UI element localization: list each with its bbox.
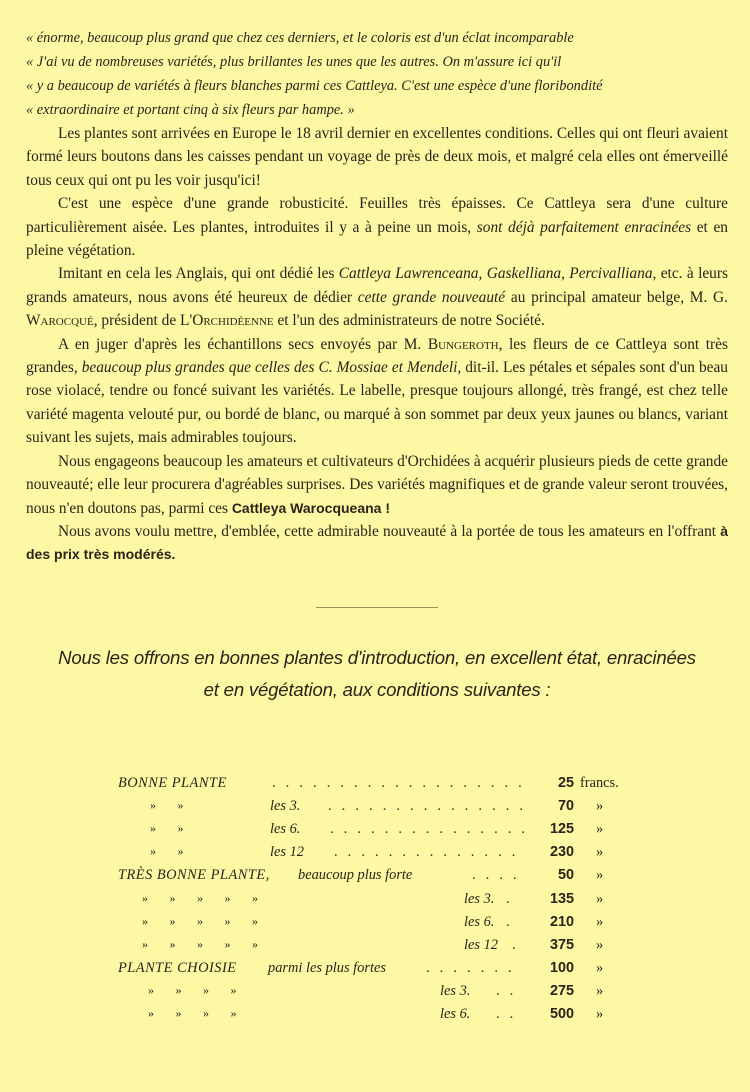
leader-dots: . . (496, 1006, 514, 1022)
price-row-label: » » » » » (142, 936, 259, 951)
text-run-smallcaps: Bungeroth (427, 335, 499, 353)
price-value: 375 (549, 936, 574, 953)
text-run: etc. à leurs grands amateurs, nous avons été heureux de dédier (26, 265, 728, 306)
text-run: , les fleurs de ce Cattleya sont très grandes, (26, 335, 728, 377)
price-row-label: BONNE PLANTE (118, 775, 227, 791)
price-unit: » (596, 821, 604, 838)
price-value: 275 (549, 982, 574, 999)
price-unit: francs. (580, 775, 619, 791)
offer-headline (26, 642, 728, 706)
price-row (0, 1006, 750, 1029)
text-run-italic: Cattleya Lawrenceana, Gaskelliana, Percivalliana, (338, 265, 657, 283)
text-run: Nous avons voulu mettre, d'emblée, cette admirable nouveauté à la portée de tous les amateurs en l'offrant (58, 522, 721, 540)
paragraph-dedication (26, 262, 728, 332)
price-unit: » (596, 844, 604, 861)
price-row (0, 937, 750, 960)
leader-dots: . . (496, 982, 514, 999)
leader-dots: . (506, 890, 510, 907)
headline-line: et en végétation, aux conditions suivantes : (203, 678, 551, 700)
text-run: , président de (93, 312, 181, 330)
headline-line: Nous les offrons en bonnes plantes d'introduction, en excellent état, enracinées (58, 646, 696, 668)
paragraph-robustness (26, 192, 728, 262)
price-unit: » (596, 1006, 604, 1022)
price-row (0, 821, 750, 844)
leader-dots: . . . . . . . (426, 959, 512, 976)
price-row-label: TRÈS BONNE PLANTE, (118, 867, 270, 884)
price-value: 135 (549, 890, 574, 907)
price-unit: » (596, 798, 604, 815)
price-row-sublabel: les 12 (464, 936, 498, 953)
price-row-sublabel: les 6. (270, 821, 301, 838)
price-unit: » (596, 959, 604, 976)
price-row-sublabel: les 12 (270, 844, 304, 861)
quote-line: « énorme, beaucoup plus grand que chez ces derniers, et le coloris est d'un éclat incomparable (26, 30, 574, 46)
price-row-label: » » (150, 798, 184, 813)
text-run: Imitant en cela les Anglais, qui ont dédié les (58, 265, 339, 283)
price-row-label: » » » » » (142, 890, 259, 905)
price-row (0, 891, 750, 914)
price-row (0, 914, 750, 937)
price-value: 210 (549, 913, 574, 930)
price-unit: » (596, 867, 604, 884)
text-run: et l'un des administrateurs de notre Société. (273, 312, 545, 330)
price-unit: » (596, 936, 604, 953)
leader-dots: . . . . . . . . . . . . . . . (330, 821, 526, 838)
leader-dots: . . . . . . . . . . . . . . (334, 844, 516, 861)
price-value: 500 (549, 1006, 574, 1022)
text-run-bold: Cattleya Warocqueana ! (231, 499, 391, 516)
leader-dots: . . . . . . . . . . . . . . . . . . . (272, 775, 522, 791)
price-value: 230 (549, 844, 574, 861)
quote-line: « J'ai vu de nombreuses variétés, plus brillantes les unes que les autres. On m'assure ici qu'il (26, 54, 562, 70)
paragraph-recommendation (26, 450, 728, 520)
price-row-sublabel: beaucoup plus forte (298, 867, 413, 884)
paragraph-flowers (26, 333, 728, 450)
leader-dots: . (512, 936, 516, 953)
price-value: 70 (557, 798, 574, 815)
price-row-label: » » (150, 844, 184, 859)
text-run-smallcaps: L'Orchidéenne (180, 312, 274, 330)
price-row (0, 983, 750, 1006)
price-row-sublabel: les 6. (464, 913, 495, 930)
quote-line: « y a beaucoup de variétés à fleurs blanches parmi ces Cattleya. C'est une espèce d'une floribondité (26, 78, 603, 94)
paragraph-arrival: Les plantes sont arrivées en Europe le 18 avril dernier en excellentes conditions. Celles qui ont fleuri avaient formé leurs boutons dans les caisses pendant un voyage de près de deux mois, et malgré cela elles ont émerveillé tous ceux qui ont pu les voir jusqu'ici! (26, 125, 728, 189)
text-run: Nous engageons beaucoup les amateurs et cultivateurs d'Orchidées à acquérir plusieurs pieds de cette grande nouveauté; elle leur procurera d'agréables surprises. Des variétés magnifiques et de grande valeur seront trouvées, nous n'en doutons pas, parmi ces (26, 452, 728, 517)
text-run-bold: à des prix très modérés. (26, 522, 728, 563)
section-divider (316, 607, 438, 608)
quoted-letter (26, 26, 728, 122)
text-run: dit-il. Les pétales et sépales sont d'un beau rose violacé, tendre ou foncé suivant les variétés. Le labelle, presque toujours allongé, très frangé, est chez telle variété magenta velouté pur, ou bordé de blanc, ou marqué à son sommet par deux yeux jaunes ou blancs, variant suivant les sujets, mais admirables toujours. (26, 359, 728, 447)
paragraph-pricing (26, 520, 728, 567)
price-value: 125 (549, 821, 574, 838)
price-row-label: PLANTE CHOISIE (118, 959, 237, 976)
article-body (26, 122, 728, 567)
price-row (0, 775, 750, 798)
price-row-sublabel: les 3. (464, 890, 495, 907)
price-row (0, 844, 750, 867)
price-unit: » (596, 982, 604, 999)
price-row (0, 867, 750, 890)
price-row-label: » » » » » (142, 913, 259, 928)
price-unit: » (596, 913, 604, 930)
text-run-italic: cette grande nouveauté (357, 288, 506, 306)
price-row-sublabel: les 3. (270, 798, 301, 815)
price-unit: » (596, 890, 604, 907)
text-run-smallcaps: Warocqué (26, 312, 94, 330)
price-row-sublabel: parmi les plus fortes (268, 959, 386, 976)
text-run-italic: sont déjà parfaitement enracinées (476, 218, 692, 236)
leader-dots: . (506, 913, 510, 930)
price-row-sublabel: les 3. (440, 982, 471, 999)
leader-dots: . . . . . . . . . . . . . . . (328, 798, 524, 815)
price-row-label: » » (150, 821, 184, 836)
price-value: 100 (549, 959, 574, 976)
text-run: au principal amateur belge, M. G. (505, 288, 729, 306)
price-value: 25 (557, 775, 574, 791)
price-row (0, 960, 750, 983)
text-run-italic: beaucoup plus grandes que celles des C. Mossiae et Mendeli, (81, 359, 462, 377)
price-row-sublabel: les 6. (440, 1006, 471, 1022)
text-run: et en pleine végétation. (26, 218, 728, 260)
price-row (0, 798, 750, 821)
price-row-label: » » » » (148, 982, 237, 997)
price-row-label: » » » » (148, 1006, 237, 1020)
quote-line: « extraordinaire et portant cinq à six fleurs par hampe. » (26, 102, 355, 118)
price-value: 50 (557, 867, 574, 884)
text-run: A en juger d'après les échantillons secs envoyés par M. (58, 335, 428, 353)
text-run: C'est une espèce d'une grande robusticité. Feuilles très épaisses. Ce Cattleya sera d'une culture particulièrement aisée. Les plantes, introduites il y a à peine un mois, (26, 195, 728, 236)
leader-dots: . . . . (472, 867, 517, 884)
